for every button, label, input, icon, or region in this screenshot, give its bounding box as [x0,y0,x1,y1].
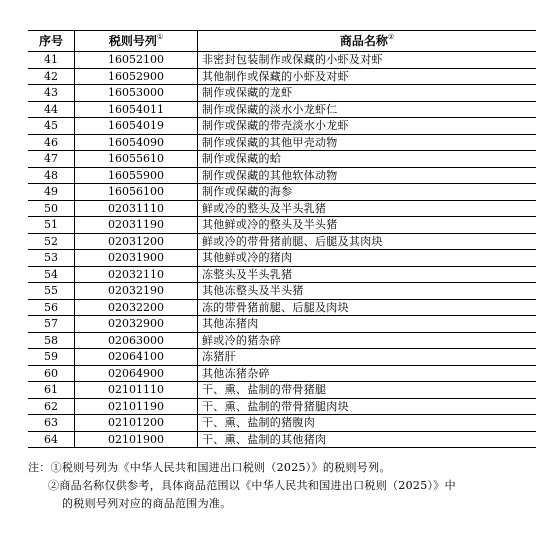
row-seq-cell: 50 [28,200,75,217]
row-name-cell: 冻的带骨猪前腿、后腿及肉块 [198,299,537,316]
row-name-cell: 制作或保藏的其他甲壳动物 [198,134,537,151]
header-code-footnote-mark: ① [156,33,164,41]
header-name-label: 商品名称 [339,34,388,48]
row-seq-cell: 60 [28,365,75,382]
row-code-cell: 02032200 [75,299,198,316]
row-code-cell: 02032190 [75,283,198,300]
row-name-cell: 鲜或冷的整头及半头乳猪 [198,200,537,217]
row-seq-cell: 64 [28,431,75,448]
row-seq-cell: 45 [28,118,75,135]
row-code-cell: 16054090 [75,134,198,151]
row-seq-cell: 41 [28,52,75,69]
row-code-cell: 02101200 [75,415,198,432]
row-name-cell: 制作或保藏的其他软体动物 [198,167,537,184]
table-row [28,85,536,102]
table-row [28,151,536,168]
table-row [28,365,536,382]
row-code-cell: 02064900 [75,365,198,382]
tariff-table-container [28,30,536,448]
row-code-cell: 02031190 [75,217,198,234]
header-name [198,31,537,52]
header-seq-label: 序号 [38,34,63,48]
row-name-cell: 其他冻整头及半头猪 [198,283,537,300]
row-name-cell: 冻整头及半头乳猪 [198,266,537,283]
row-seq-cell: 55 [28,283,75,300]
row-name-cell: 干、熏、盐制的猪腹肉 [198,415,537,432]
table-row [28,52,536,69]
header-seq [28,31,75,52]
row-name-cell: 其他鲜或冷的整头及半头猪 [198,217,537,234]
row-name-cell: 其他冻猪肉 [198,316,537,333]
row-seq-cell: 47 [28,151,75,168]
row-code-cell: 16054011 [75,101,198,118]
row-code-cell: 16054019 [75,118,198,135]
row-seq-cell: 58 [28,332,75,349]
table-row [28,283,536,300]
table-row [28,332,536,349]
table-row [28,266,536,283]
table-row [28,68,536,85]
row-seq-cell: 44 [28,101,75,118]
table-row [28,101,536,118]
table-row [28,118,536,135]
row-seq-cell: 54 [28,266,75,283]
table-row [28,250,536,267]
row-code-cell: 16055610 [75,151,198,168]
row-code-cell: 02031900 [75,250,198,267]
table-row [28,299,536,316]
header-code [75,31,198,52]
row-seq-cell: 46 [28,134,75,151]
row-code-cell: 02101190 [75,398,198,415]
tariff-table [28,30,536,448]
table-row [28,184,536,201]
row-seq-cell: 53 [28,250,75,267]
row-seq-cell: 62 [28,398,75,415]
table-row [28,398,536,415]
row-seq-cell: 43 [28,85,75,102]
header-row [28,31,536,52]
header-code-label: 税则号列 [108,34,157,48]
table-row [28,167,536,184]
table-row [28,316,536,333]
row-seq-cell: 59 [28,349,75,366]
row-code-cell: 16056100 [75,184,198,201]
footnote-2: ②商品名称仅供参考，具体商品范围以《中华人民共和国进出口税则（2025）》中 [48,479,456,492]
row-name-cell: 制作或保藏的海参 [198,184,537,201]
footnote-2-continued: 的税则号列对应的商品范围为准。 [62,497,232,510]
row-seq-cell: 61 [28,382,75,399]
row-seq-cell: 56 [28,299,75,316]
row-code-cell: 02101110 [75,382,198,399]
table-row [28,200,536,217]
row-name-cell: 制作或保藏的蛤 [198,151,537,168]
row-name-cell: 鲜或冷的猪杂碎 [198,332,537,349]
row-name-cell: 非密封包装制作或保藏的小虾及对虾 [198,52,537,69]
row-name-cell: 其他冻猪杂碎 [198,365,537,382]
row-seq-cell: 48 [28,167,75,184]
footnote-1-text: ①税则号列为《中华人民共和国进出口税则（2025）》的税则号列。 [50,461,391,474]
table-row [28,382,536,399]
table-body [28,52,536,448]
row-name-cell: 冻猪肝 [198,349,537,366]
table-row [28,431,536,448]
table-row [28,134,536,151]
row-code-cell: 16055900 [75,167,198,184]
row-code-cell: 16052100 [75,52,198,69]
row-seq-cell: 51 [28,217,75,234]
row-seq-cell: 63 [28,415,75,432]
row-code-cell: 02032900 [75,316,198,333]
row-code-cell: 02101900 [75,431,198,448]
row-code-cell: 16053000 [75,85,198,102]
row-name-cell: 鲜或冷的带骨猪前腿、后腿及其肉块 [198,233,537,250]
row-seq-cell: 42 [28,68,75,85]
header-name-footnote-mark: ② [387,33,395,41]
row-seq-cell: 57 [28,316,75,333]
row-name-cell: 干、熏、盐制的带骨猪腿 [198,382,537,399]
row-name-cell: 干、熏、盐制的带骨猪腿肉块 [198,398,537,415]
row-name-cell: 制作或保藏的龙虾 [198,85,537,102]
row-name-cell: 其他鲜或冷的猪肉 [198,250,537,267]
table-header [28,31,536,52]
row-name-cell: 其他制作或保藏的小虾及对虾 [198,68,537,85]
row-seq-cell: 49 [28,184,75,201]
footnote-1 [28,459,533,477]
row-name-cell: 制作或保藏的带壳淡水小龙虾 [198,118,537,135]
table-row [28,233,536,250]
row-code-cell: 02063000 [75,332,198,349]
row-code-cell: 16052900 [75,68,198,85]
row-code-cell: 02031110 [75,200,198,217]
footnotes [28,459,533,513]
row-name-cell: 制作或保藏的淡水小龙虾仁 [198,101,537,118]
row-code-cell: 02032110 [75,266,198,283]
table-row [28,415,536,432]
table-row [28,217,536,234]
footnote-prefix: 注： [28,461,51,474]
table-row [28,349,536,366]
row-seq-cell: 52 [28,233,75,250]
row-code-cell: 02064100 [75,349,198,366]
row-name-cell: 干、熏、盐制的其他猪肉 [198,431,537,448]
row-code-cell: 02031200 [75,233,198,250]
